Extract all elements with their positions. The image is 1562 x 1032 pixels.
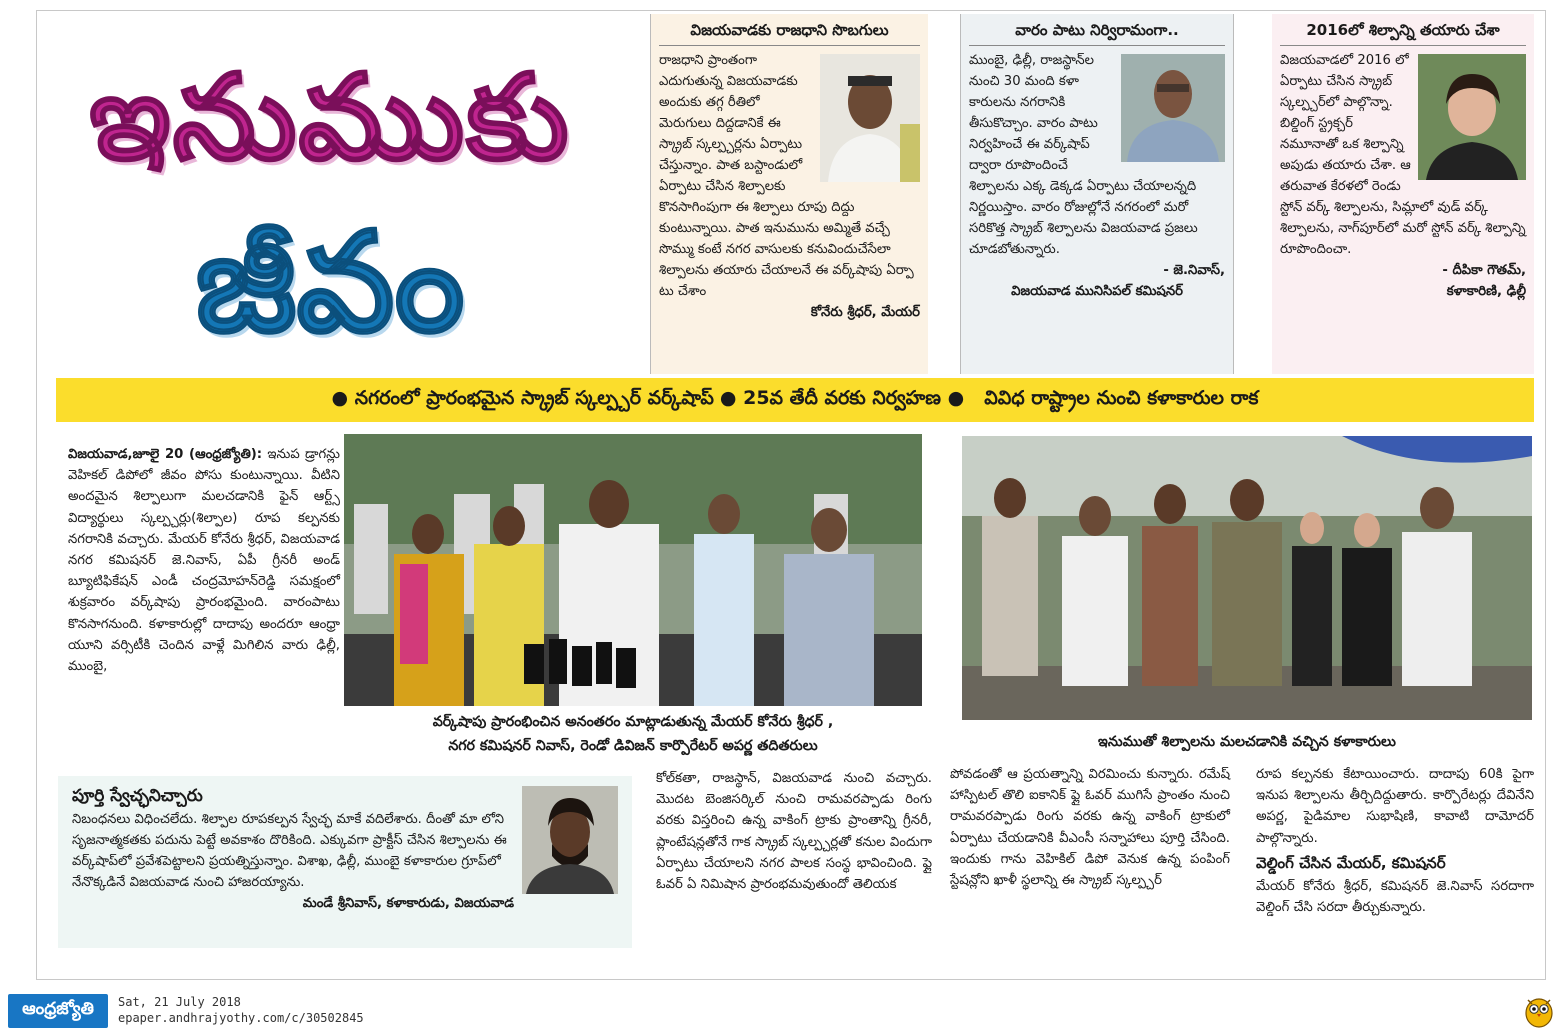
story-column-2: కోల్‌కతా, రాజస్థాన్, విజయవాడ నుంచి వచ్చారు. మొదట బెంజిసర్కిల్ నుంచి రామవరప్పాడు రింగు వరకు విస్తరించి ఉన్న వాకింగ్ ట్రాకు ప్రాంతాన్ని గ్రీనరీ, ప్లాంటేషన్లతోనే గాక స్క్రాబ్ స్కల్ప్చర్లతో కనుల విందుగా ఏర్పాటు చేయాలని నగర పాలక సంస్థ భావించింది. ఫ్లై ఓవర్ ఏ నిమిషాన ప్రారంభమవుతుందో తెలియక bbox=[656, 771, 932, 893]
story-text: రూప కల్పనకు కేటాయించారు. దాదాపు 60కి పైగా ఇనుప శిల్పాలను తీర్చిదిద్దుతారు. కార్పొరేటర్లు దేవినేని అపర్ణ, పైడిమాల సుభాషిణి, కావాటి దామోదర్ పాల్గొన్నారు. bbox=[1256, 767, 1534, 846]
strap-item: ● నగరంలో ప్రారంభమైన స్క్రాబ్ స్కల్ప్చర్ వర్క్‌షాప్ bbox=[331, 386, 714, 409]
quote-signature: మండే శ్రీనివాస్, కళాకారుడు, విజయవాడ bbox=[302, 896, 514, 911]
quote-box-commissioner bbox=[960, 14, 1234, 374]
subheading: వెల్డింగ్ చేసిన మేయర్, కమిషనర్ bbox=[1256, 853, 1446, 872]
box3-signature-name: - దీపికా గౌతమ్, bbox=[1442, 263, 1526, 278]
owl-icon[interactable] bbox=[1524, 994, 1554, 1028]
headline-line2: జీవం bbox=[195, 202, 465, 363]
box2-signature-name: - జె.నివాస్, bbox=[1163, 263, 1225, 278]
strap-item: వివిధ రాష్ట్రాల నుంచి కళాకారుల రాక bbox=[984, 386, 1259, 409]
epaper-url[interactable]: epaper.andhrajyothy.com/c/30502845 bbox=[118, 1011, 364, 1025]
story-column-4 bbox=[1256, 764, 1534, 918]
headline bbox=[50, 48, 610, 363]
box-title: వారం పాటు నిర్విరామంగా.. bbox=[969, 20, 1225, 46]
photo2-caption: ఇనుముతో శిల్పాలను మలచడానికి వచ్చిన కళాకారులు bbox=[1098, 734, 1396, 750]
artist-photo bbox=[1418, 54, 1526, 180]
box-title: విజయవాడకు రాజధాని సొబగులు bbox=[659, 20, 920, 46]
quote-box-mayor bbox=[650, 14, 928, 374]
artists-group-photo bbox=[962, 436, 1532, 720]
story-column-1 bbox=[68, 444, 340, 677]
quote-title: పూర్తి స్వేచ్ఛనిచ్చారు bbox=[72, 786, 203, 806]
caption-line: నగర కమిషనర్ నివాస్, రెండో డివిజన్ కార్పొరేటర్ అపర్ణ తదితరులు bbox=[448, 738, 818, 754]
strap-banner bbox=[56, 378, 1534, 422]
caption-line: వర్క్‌షాపు ప్రారంభించిన అనంతరం మాట్లాడుతున్న మేయర్ కోనేరు శ్రీధర్ , bbox=[432, 714, 834, 730]
edition-date: Sat, 21 July 2018 bbox=[118, 995, 241, 1009]
story-text: ఇనుప డ్రాగన్లు వెహికల్ డిపోలో జీవం పోసు కుంటున్నాయి. వీటిని అందమైన శిల్పాలుగా మలచడానికి ఫైన్ ఆర్ట్స్ విద్యార్థులు స్కల్ప్చర్లు(శిల్పాల) రూప కల్పనకు నగరానికి వచ్చారు. మేయర్ కోనేరు శ్రీధర్, విజయవాడ నగర కమిషనర్ జె.నివాస్, ఏపీ గ్రీనరీ అండ్ బ్యూటిఫికేషన్ ఎండీ చంద్రమోహన్‌రెడ్డి సమక్షంలో శుక్రవారం వర్క్‌షాపు ప్రారంభమైంది. వారంపాటు కొనసాగనుంది. కళాకారుల్లో దాదాపు అందరూ ఆంధ్రా యూని వర్సిటీకి చెందిన వాళ్లే మిగిలిన వారు ఢిల్లీ, ముంబై, bbox=[68, 447, 340, 675]
box1-text: రాజధాని ప్రాంతంగా ఎదుగుతున్న విజయవాడకు అందుకు తగ్గ రీతిలో మెరుగులు దిద్దడానికే ఈ స్క్రాబ్ స్కల్ప్చర్లను ఏర్పాటు చేస్తున్నాం. పాత బస్టాండులో ఏర్పాటు చేసిన శిల్పాలకు కొనసాగింపుగా ఈ శిల్పాలు రూపు దిద్దు కుంటున్నాయి. పాత ఇనుమును అమ్మితే వచ్చే సొమ్ము కంటే నగర వాసులకు కనువిందుచేసేలా శిల్పాలను తయారు చేయాలనే ఈ వర్క్‌షాపు ఏర్పా టు చేశాం bbox=[659, 53, 914, 299]
quote-box-artist bbox=[1272, 14, 1534, 374]
box3-signature-title: కళాకారిణి, ఢిల్లీ bbox=[1446, 284, 1526, 299]
footer-meta bbox=[118, 994, 364, 1026]
sculptor-photo bbox=[522, 786, 618, 894]
artist-quote-box bbox=[58, 776, 632, 948]
photo1-caption bbox=[344, 710, 922, 758]
brand-logo[interactable]: ఆంధ్రజ్యోతి bbox=[8, 994, 108, 1028]
strap-item: ● 25వ తేదీ వరకు నిర్వహణ ● bbox=[719, 386, 965, 409]
commissioner-photo bbox=[1121, 54, 1225, 162]
press-meet-photo bbox=[344, 434, 922, 706]
mayor-photo bbox=[820, 54, 920, 182]
story-column-3: పోవడంతో ఆ ప్రయత్నాన్ని విరమించు కున్నారు. రమేష్ హాస్పిటల్ తొలి ఐకానిక్ ఫ్లై ఓవర్ ముగిసే ప్రాంతం నుంచి రామవరప్పాడు రింగు వరకు ఉన్న వాకింగ్ ట్రాకులో ఏర్పాటు చేయడానికి వీఎంసీ సన్నాహాలు పూర్తి చేసింది. ఇందుకు గాను వెహికిల్ డిపో వెనుక ఉన్న పంపింగ్ స్టేషన్లోని ఖాళీ స్థలాన్ని ఈ స్క్రాబ్ స్కల్ప్చర్ bbox=[950, 767, 1230, 889]
dateline: విజయవాడ,జూలై 20 (ఆంధ్రజ్యోతి): bbox=[68, 447, 263, 462]
quote-text: నిబంధనలు విధించలేదు. శిల్పాల రూపకల్పన స్వేచ్ఛ మాకే వదిలేశారు. దీంతో మా లోని సృజనాత్మకతకు పదును పెట్టే అవకాశం దొరికింది. ఎక్కువగా ప్రాక్టీస్ చేసిన శిల్పాలను ఈ వర్క్‌షాప్‌లో ప్రవేశపెట్టాలని ప్రయత్నిస్తున్నాం. విశాఖ, ఢిల్లీ, ముంబై కళాకారుల గ్రూప్‌లో నేనొక్కడినే విజయవాడ నుంచి హాజరయ్యాను. bbox=[72, 812, 507, 890]
headline-line1: ఇనుముకు bbox=[89, 48, 571, 186]
box2-text: ముంబై, ఢిల్లీ, రాజస్థాన్‌ల నుంచి 30 మంది కళా కారులను నగరానికి తీసుకొచ్చాం. వారం పాటు నిర్వహించే ఈ వర్క్‌షాప్ ద్వారా రూపొందించే శిల్పాలను ఎక్క డెక్కడ ఏర్పాటు చేయాలన్నది నిర్ణయిస్తాం. వారం రోజుల్లోనే నగరంలో మరో సరికొత్త స్క్రాబ్ శిల్పాలను విజయవాడ ప్రజలు చూడబోతున్నారు. bbox=[969, 53, 1198, 257]
box3-text: విజయవాడలో 2016 లో ఏర్పాటు చేసిన స్క్రాబ్ స్కల్ప్చర్‌లో పాల్గొన్నా. బిల్డింగ్ స్ట్రక్చర్ నమూనాతో ఒక శిల్పాన్ని అపుడు తయారు చేశా. ఆ తరువాత కేరళలో రెండు స్టోన్ వర్క్ శిల్పాలను, సిమ్లాలో వుడ్ వర్క్ శిల్పాలను, నాగ్‌పూర్‌లో మరో స్టోన్ వర్క్ శిల్పాన్ని రూపొందించా. bbox=[1280, 53, 1526, 257]
footer bbox=[0, 990, 1562, 1032]
box2-signature-title: విజయవాడ మునిసిపల్ కమిషనర్ bbox=[1011, 284, 1183, 299]
story-text: మేయర్ కోనేరు శ్రీధర్, కమిషనర్ జె.నివాస్ సరదాగా వెల్డింగ్ చేసి సరదా తీర్చుకున్నారు. bbox=[1256, 879, 1534, 916]
box-title: 2016లో శిల్పాన్ని తయారు చేశా bbox=[1280, 20, 1526, 46]
box1-signature: కోనేరు శ్రీధర్, మేయర్ bbox=[810, 305, 920, 320]
